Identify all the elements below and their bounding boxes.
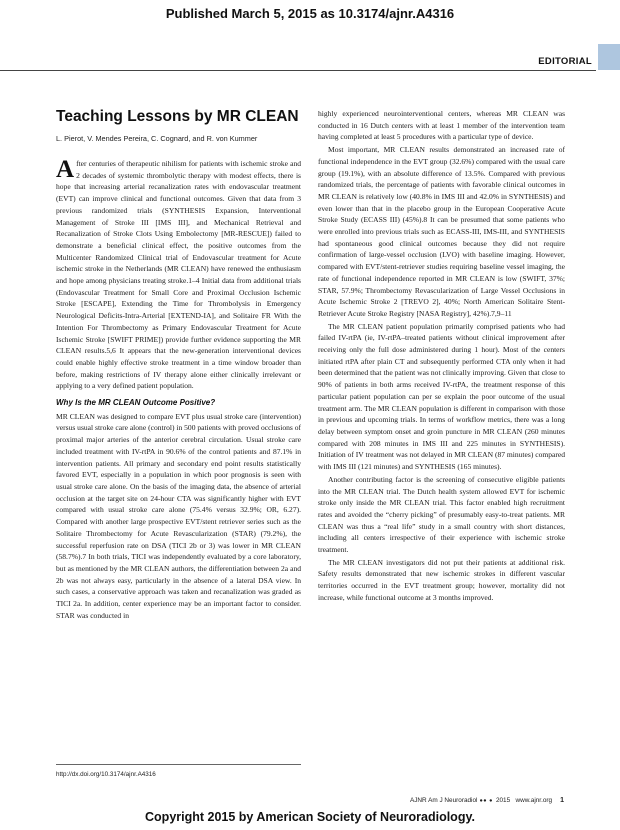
journal-name: AJNR Am J Neuroradiol <box>409 797 478 804</box>
section-label: EDITORIAL <box>538 56 592 67</box>
journal-year: 2015 <box>495 797 511 804</box>
body-paragraph: Another contributing factor is the screening of consecutive eligible patients into the MR CLEAN trial. The Dutch health system allowed EVT for ischemic stroke only inside the MR CLEAN trial. This factor enabled high recruitment rates and avoided the “cherry picking” of presumably easy-to-treat patients. MR CLEAN was thus a “real life” study in a small country with short distances, including all centers irrespective of their experience with ischemic stroke treatment. <box>318 474 565 555</box>
body-paragraph: MR CLEAN was designed to compare EVT plus usual stroke care (intervention) versus usual stroke care alone (control) in 500 patients with proved occlusions of proximal major arteries of the anterior cerebral circulation. Usual stroke care included treatment with IV-rtPA in 90.6% of the control patients and 87.1% in intervention patients. All primary and secondary end point results statistically favored EVT, especially in a population in which poor prognosis is seen with usual stroke care alone. On the basis of the imaging data, the absence of arterial occlusion at the target site on 24-hour CTA was significantly higher with EVT compared with usual stroke care alone (75.4% versus 32.9%; OR, 6.27). Compared with another large prospective EVT/stent retriever series such as the Solitaire Thrombectomy for Acute Revascularization (STAR) (79.2%), the successful reperfusion rate on DSA (TICI 2b or 3) was lower in MR CLEAN (58.7%).7 In both trials, TICI was independently evaluated by a core laboratory, but as mentioned by the MR CLEAN authors, the differentiation between 2a and 2b was not always easy, particularly in the absence of a lateral DSA view. In such cases, a conservative approach was taken and recanalization was graded as TICI 2a. In addition, center experience may be an important factor to consider. STAR was conducted in <box>56 411 301 620</box>
copyright-notice: Copyright 2015 by American Society of Neuroradiology. <box>145 810 475 824</box>
author-list: L. Pierot, V. Mendes Pereira, C. Cognard, and R. von Kummer <box>56 134 258 143</box>
header-rule <box>0 70 596 71</box>
section-subheading: Why Is the MR CLEAN Outcome Positive? <box>56 398 216 408</box>
journal-footer <box>410 797 564 804</box>
section-color-tab <box>598 44 620 70</box>
drop-cap: A <box>56 156 75 183</box>
article-title: Teaching Lessons by MR CLEAN <box>56 108 299 125</box>
issue-dots: ●● ● <box>479 798 493 804</box>
doi-link[interactable]: http://dx.doi.org/10.3174/ajnr.A4316 <box>56 771 156 778</box>
body-paragraph: highly experienced neurointerventional centers, whereas MR CLEAN was conducted in 16 Dutch centers with at least 1 member of the intervention team having completed at least 5 procedures with a particular type of device. <box>318 109 565 142</box>
intro-paragraph <box>56 158 301 392</box>
body-paragraph: The MR CLEAN patient population primarily comprised patients who had failed IV-rtPA (ie, IV-rtPA–treated patients without clinical improvement after receiving only the full dose administered during 1 hour). Most of the centers initiated rtPA after plain CT and subsequently performed CTA only when it had been determined that the patient was not clinically improving. Given that close to 90% of patients in both arms received IV-rtPA, the treatment response of this particular patient population can per se explain the poor outcome of the usual treatment arm. The MR CLEAN population is different in comparison with those in previous and upcoming trials. In terms of workflow metrics, there was a long delay between symptom onset and groin puncture in MR CLEAN (260 minutes compared with 208 minutes in IMS III and 225 minutes in SYNTHESIS). Initiation of IV treatment was not delayed in MR CLEAN (87 minutes) compared with IMS III (121 minutes) and SYNTHESIS (165 minutes). <box>318 321 565 472</box>
right-column <box>318 108 565 604</box>
published-banner: Published March 5, 2015 as 10.3174/ajnr.A4316 <box>165 6 455 21</box>
footnote-rule <box>56 764 301 765</box>
body-paragraph: The MR CLEAN investigators did not put their patients at additional risk. Safety results demonstrated that new ischemic strokes in different vascular territories occurred in the EVT treatment group; however, mortality did not increase, while functional outcome at 3 months improved. <box>318 557 565 602</box>
body-paragraph: Most important, MR CLEAN results demonstrated an increased rate of functional independence in the EVT group (32.6%) compared with the usual care group (19.1%), with an absolute difference of 13.5%. Compared with previous randomized trials, the percentage of patients with favorable clinical outcomes in MR CLEAN is relatively low (40.8% in IMS III and 42.0% in SYNTHESIS) and even lower than that in the placebo group in the European Cooperative Acute Stroke Study (ECASS III) (45%).8 It can be presumed that some patients who were enrolled into previous trials such as ECASS-III, IMS-III, and SYNTHESIS had spontaneous good clinical outcomes because they did not require confirmation of large-vessel occlusion (LVO) with baseline imaging. However, compared with EVT/stent-retriever studies requiring baseline vessel imaging, the rate of functional independence reported in MR CLEAN is low (SWIFT, 37%; STAR, 57.9%; Thrombectomy Revascularization of Large Vessel Occlusions in Acute Ischemic Stroke 2 [TREVO 2], 40%; North American Solitaire Stent-Retriever Acute Stroke Registry [NASA Registry], 42%).7,9–11 <box>318 145 565 318</box>
journal-website[interactable]: www.ajnr.org <box>515 797 553 804</box>
page-number: 1 <box>560 797 564 804</box>
left-column <box>56 158 301 621</box>
intro-text: fter centuries of therapeutic nihilism for patients with ischemic stroke and 2 decades of systemic thrombolytic therapy with modest effects, there is hope that increasing arterial recanalization rates with endovascular treatment (EVT) can improve clinical and functional outcomes. Given that data from 3 previous randomized trials (SYNTHESIS Expansion, Interventional Management of Stroke III [IMS III], and Mechanical Retrieval and Recanalization of Stroke Clots Using Embolectomy [MR-RESCUE]) failed to demonstrate a beneficial clinical effect, the positive outcomes from the Multicenter Randomized Clinical trial of Endovascular treatment for Acute ischemic stroke in the Netherlands (MR CLEAN) have renewed the enthusiasm and hope among physicians treating stroke.1–4 Initial data from additional trials (Endovascular Treatment for Small Core and Proximal Occlusion Ischemic Stroke [ESCAPE], Extending the Time for Thrombolysis in Emergency Neurological Deficits-Intra-Arterial [EXTEND-IA], and Solitaire FR With the Intention For Thrombectomy as Primary Endovascular Treatment for Acute Ischemic Stroke [SWIFT PRIME]) provide further evidence supporting the MR CLEAN results.5,6 It appears that the new-generation interventional devices could enable highly effective stroke treatment in a time window broader than before, making restrictions of IV therapy alone either clinically irrelevant or applying to a very defined patient population. <box>56 159 301 391</box>
